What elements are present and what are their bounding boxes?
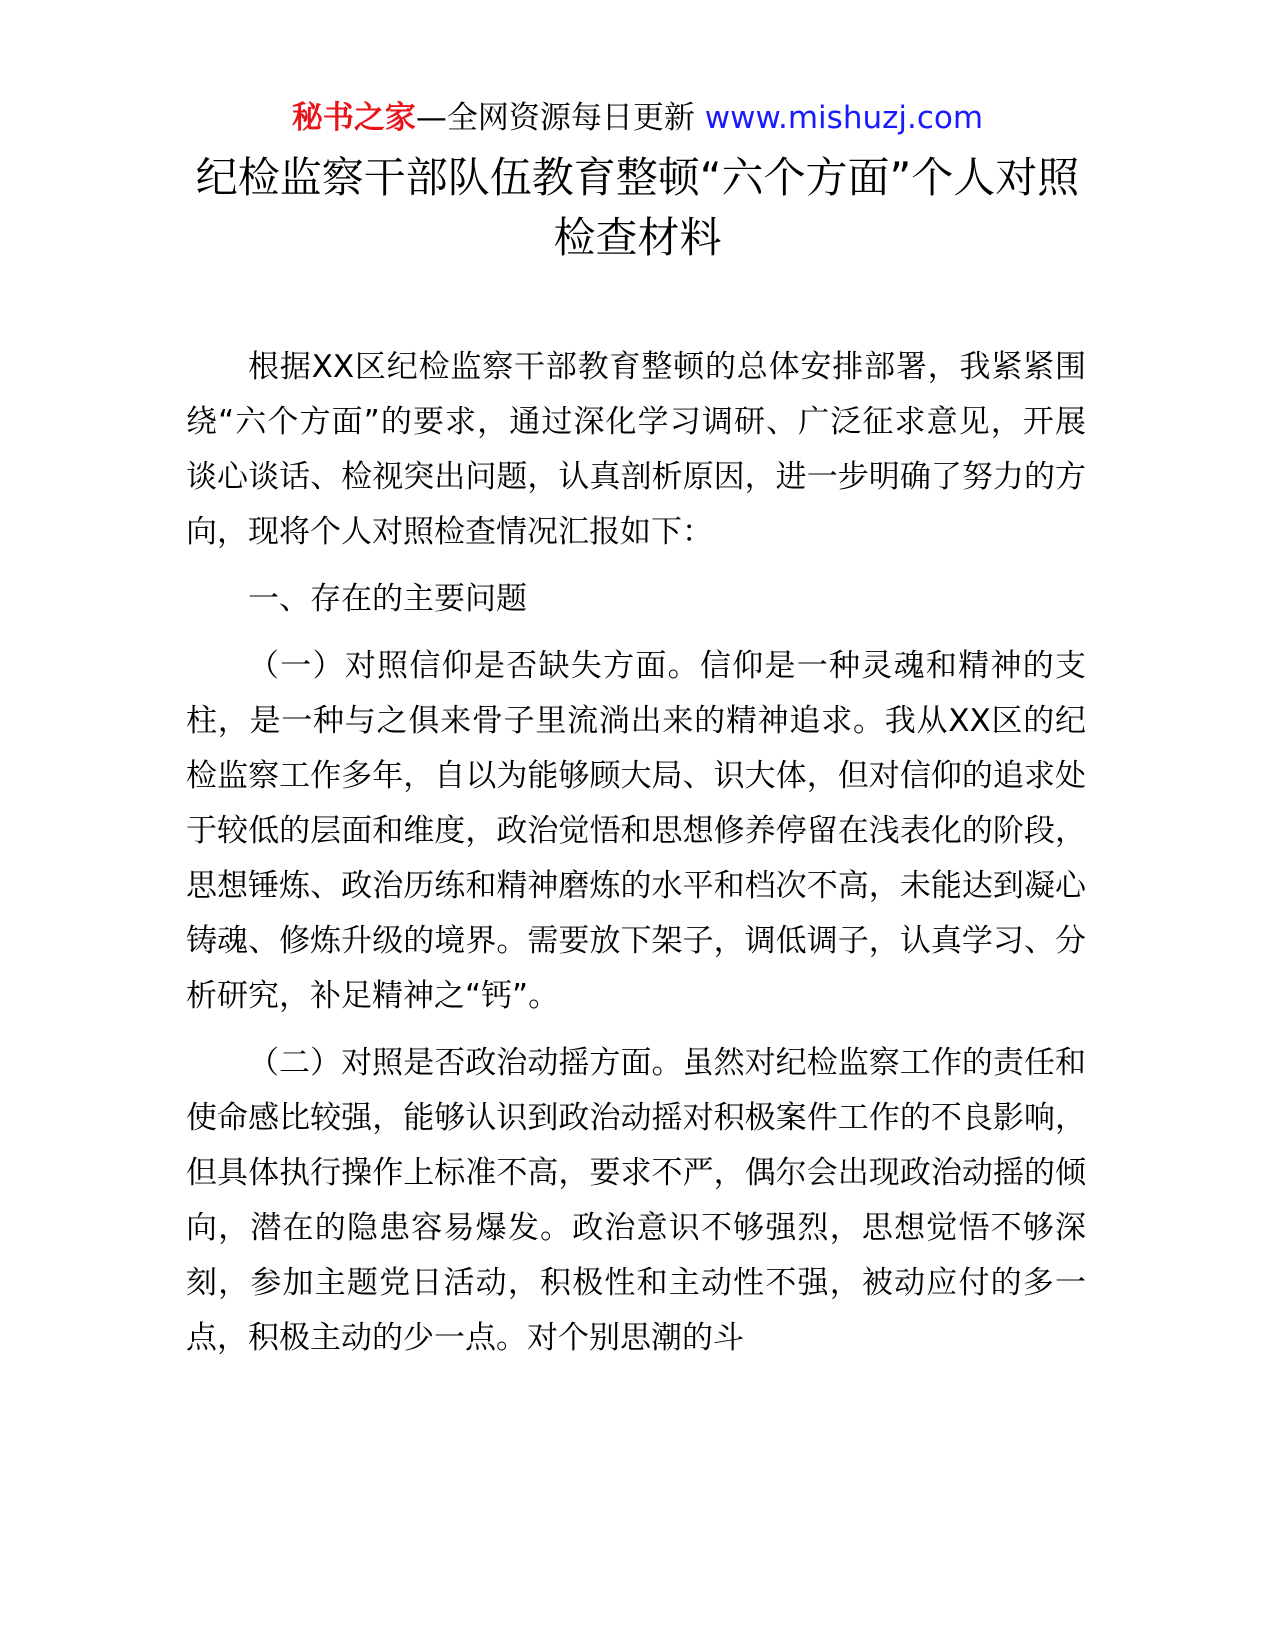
intro-paragraph: 根据XX区纪检监察干部教育整顿的总体安排部署，我紧紧围绕“六个方面”的要求，通过深化学习调研、广泛征求意见，开展谈心谈话、检视突出问题，认真剖析原因，进一步明确了努力的方向，现将个人对照检查情况汇报如下： [186, 349, 1086, 550]
problem-item-1: （一）对照信仰是否缺失方面。信仰是一种灵魂和精神的支柱，是一种与之俱来骨子里流淌出来的精神追求。我从XX区的纪检监察工作多年，自以为能够顾大局、识大体，但对信仰的追求处于较低的层面和维度，政治觉悟和思想修养停留在浅表化的阶段，思想锤炼、政治历练和精神磨炼的水平和档次不高，未能达到凝心铸魂、修炼升级的境界。需要放下架子，调低调子，认真学习、分析研究，补足精神之“钙”。 [186, 648, 1086, 1014]
problem-item-2: （二）对照是否政治动摇方面。虽然对纪检监察工作的责任和使命感比较强，能够认识到政治动摇对积极案件工作的不良影响，但具体执行操作上标准不高，要求不严，偶尔会出现政治动摇的倾向，潜在的隐患容易爆发。政治意识不够强烈，思想觉悟不够深刻，参加主题党日活动，积极性和主动性不强，被动应付的多一点，积极主动的少一点。对个别思潮的斗 [186, 1045, 1086, 1356]
site-url-link[interactable]: www.mishuzj.com [704, 100, 984, 136]
banner-tagline: —全网资源每日更新 [415, 100, 705, 136]
site-banner [0, 96, 1275, 140]
document-title: 纪检监察干部队伍教育整顿“六个方面”个人对照检查材料 [195, 153, 1080, 262]
section-heading-main-problems: 一、存在的主要问题 [248, 581, 527, 617]
document-body [186, 340, 1086, 1378]
brand-name: 秘书之家 [291, 100, 416, 136]
